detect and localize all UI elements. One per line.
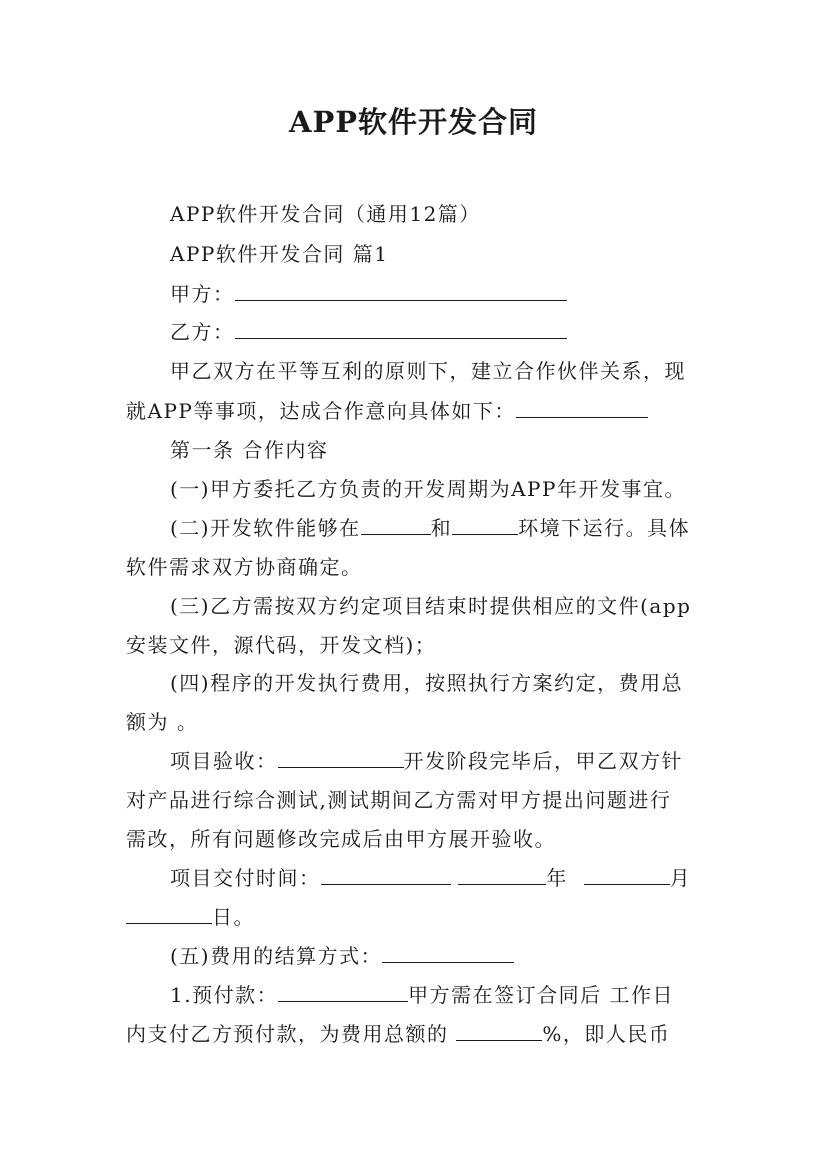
party-a-line (170, 278, 567, 307)
prepay-label: 1.预付款： (170, 983, 279, 1007)
delivery-blank-1 (321, 866, 451, 885)
party-b-label: 乙方： (170, 320, 235, 344)
acceptance-line-1 (170, 745, 683, 774)
item-5-line (170, 940, 514, 969)
party-a-blank (235, 282, 567, 301)
acceptance-text: 开发阶段完毕后，甲乙双方针 (403, 749, 683, 773)
party-b-line (170, 316, 567, 345)
prepay-text-2b: %，即人民币 (542, 1022, 671, 1046)
prepay-line-2 (126, 1018, 670, 1047)
delivery-day-label: 日。 (212, 905, 255, 929)
delivery-month-label: 月 (669, 866, 692, 890)
prepay-percent-blank (456, 1022, 542, 1041)
acceptance-blank (278, 749, 404, 768)
intro-line-1: 甲乙双方在平等互利的原则下，建立合作伙伴关系，现 (170, 359, 686, 383)
party-a-label: 甲方： (170, 282, 235, 306)
party-b-blank (235, 320, 567, 339)
item-2-line-2: 软件需求双方协商确定。 (126, 555, 363, 579)
prepay-line-1 (170, 979, 674, 1008)
item-4-line-1: (四)程序的开发执行费用，按照执行方案约定，费用总 (170, 671, 684, 695)
item-5-text: (五)费用的结算方式： (170, 944, 383, 968)
intro-line-2 (126, 395, 648, 424)
item-5-blank (382, 944, 514, 963)
acceptance-line-3: 需改，所有问题修改完成后由甲方展开验收。 (126, 827, 556, 851)
item-2-line-1 (170, 512, 690, 541)
prepay-blank (278, 983, 408, 1002)
item-2-blank-2 (452, 516, 518, 535)
prepay-text: 甲方需在签订合同后 工作日 (408, 983, 674, 1007)
intro-line-2-text: 就APP等事项，达成合作意向具体如下： (126, 399, 516, 423)
document-title: APP软件开发合同 (288, 105, 539, 139)
delivery-line-2 (126, 901, 255, 930)
section-heading: APP软件开发合同 篇1 (170, 242, 389, 266)
document-subtitle: APP软件开发合同（通用12篇） (170, 202, 481, 226)
delivery-year-label: 年 (546, 866, 568, 890)
item-2-text-a: (二)开发软件能够在 (170, 516, 361, 540)
delivery-line-1 (170, 862, 691, 891)
item-3-line-1: (三)乙方需按双方约定项目结束时提供相应的文件(app (170, 594, 692, 618)
delivery-month-blank (584, 866, 670, 885)
item-3-line-2: 安装文件，源代码，开发文档)； (126, 633, 437, 657)
acceptance-label: 项目验收： (170, 749, 278, 773)
item-1: (一)甲方委托乙方负责的开发周期为APP年开发事宜。 (170, 477, 686, 501)
item-2-text-b: 和 (430, 516, 453, 540)
item-4-line-2: 额为 。 (126, 710, 199, 734)
delivery-year-blank (458, 866, 546, 885)
intro-blank (516, 399, 648, 418)
delivery-label: 项目交付时间： (170, 866, 321, 890)
prepay-text-2a: 内支付乙方预付款，为费用总额的 (126, 1022, 457, 1046)
item-2-text-c: 环境下运行。具体 (518, 516, 691, 540)
delivery-day-blank (126, 905, 212, 924)
article-1-heading: 第一条 合作内容 (170, 438, 329, 462)
item-2-blank-1 (361, 516, 431, 535)
acceptance-line-2: 对产品进行综合测试,测试期间乙方需对甲方提出问题进行 (126, 788, 672, 812)
